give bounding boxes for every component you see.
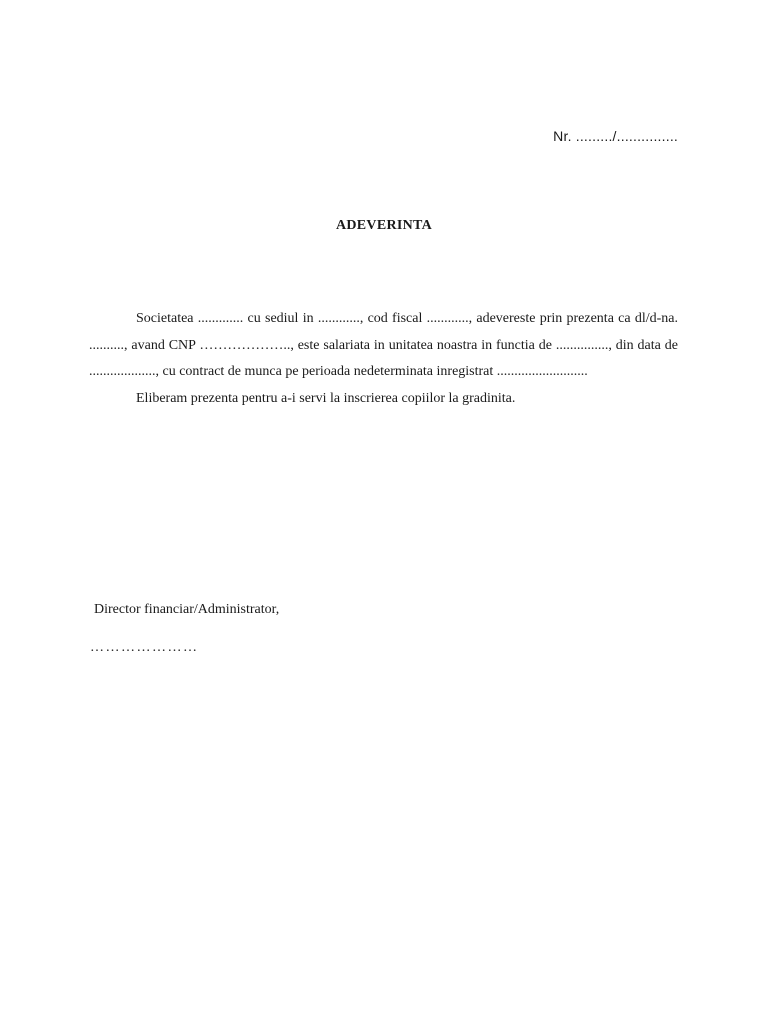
document-body	[89, 306, 678, 412]
body-paragraph-1: Societatea ............. cu sediul in ............, cod fiscal ............, adevereste prin prezenta ca dl/d-na. .........., avand CNP ……………….., este salariata in unitatea noastra in functia de ..............., din data de ..................., cu contract de munca pe perioada nedeterminata inregistrat ..........................	[89, 311, 678, 379]
document-title: ADEVERINTA	[335, 218, 433, 233]
document-number: Nr. ........./...............	[553, 128, 678, 144]
signature-role: Director financiar/Administrator,	[94, 602, 280, 617]
body-paragraph-2: Eliberam prezenta pentru a-i servi la inscrierea copiilor la gradinita.	[136, 390, 516, 406]
signature-line: …………………	[90, 640, 199, 655]
